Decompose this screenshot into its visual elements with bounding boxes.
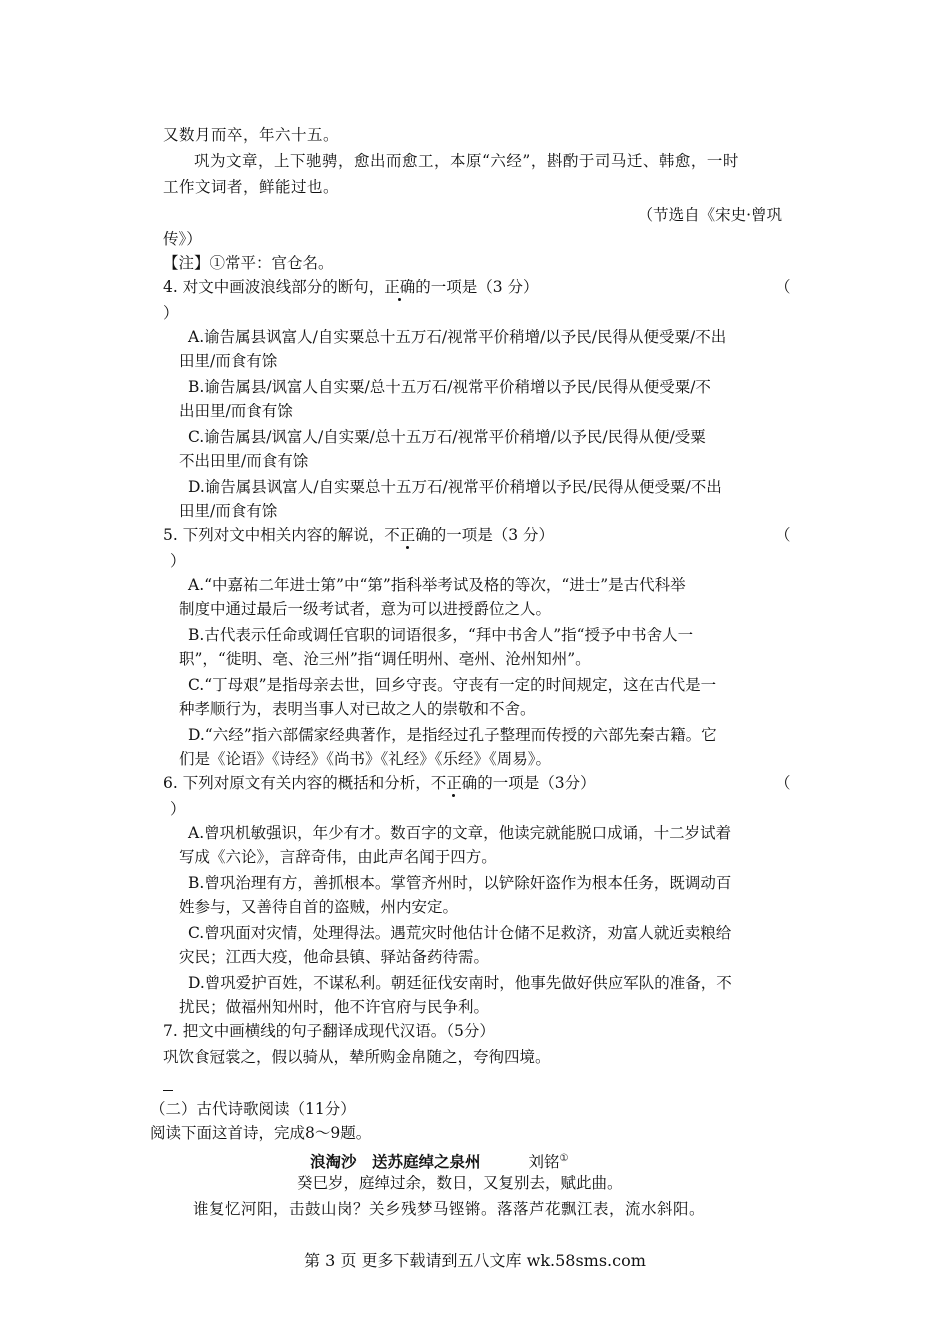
- annotation-note: 【注】①常平：官仓名。: [163, 254, 334, 272]
- option-d-cont: 田里/而食有馀: [179, 502, 278, 520]
- option-b: B.谕告属县/讽富人自实粟/总十五万石/视常平价稍增以予民/民得从便受粟/不: [188, 378, 711, 396]
- answer-paren-open: （: [775, 526, 791, 544]
- emphasis-dots: 不正确: [384, 526, 431, 544]
- answer-blank-line: [163, 1090, 173, 1091]
- option-b: B.曾巩治理有方，善抓根本。掌管齐州时，以铲除奸盗作为根本任务，既调动百: [188, 874, 732, 892]
- answer-paren-open: （: [775, 774, 791, 792]
- option-c-cont: 不出田里/而食有馀: [179, 452, 309, 470]
- passage-line: 工作文词者，鲜能过也。: [163, 178, 340, 196]
- option-b-cont: 出田里/而食有馀: [179, 402, 293, 420]
- option-d: D.谕告属县讽富人/自实粟总十五万石/视常平价稍增以予民/民得从便受粟/不出: [188, 478, 722, 496]
- answer-paren-close: ）: [170, 552, 186, 570]
- translation-sentence: 巩饮食冠裳之，假以骑从，辇所购金帛随之，夸徇四境。: [163, 1048, 551, 1066]
- passage-source: （节选自《宋史·曾巩: [637, 206, 782, 224]
- poem-title: 浪淘沙 送苏庭绰之泉州: [310, 1152, 481, 1172]
- poem-verse: 谁复忆河阳，击鼓山岗？关乡残梦马铿锵。落落芦花飘江表，流水斜阳。: [193, 1200, 706, 1218]
- answer-paren-close: ）: [163, 304, 179, 322]
- poem-title-line: [310, 1148, 569, 1173]
- option-d: D.“六经”指六部儒家经典著作，是指经过孔子整理而传授的六部先秦古籍。它: [188, 726, 717, 744]
- question-6-stem: 6. 下列对原文有关内容的概括和分析，不正确的一项是（3分）: [163, 774, 596, 792]
- poem-author: 刘铭: [528, 1153, 560, 1172]
- option-b-cont: 职”，“徙明、亳、沧三州”指“调任明州、亳州、沧州知州”。: [179, 650, 591, 668]
- option-d: D.曾巩爱护百姓，不谋私利。朝廷征伐安南时，他事先做好供应军队的准备，不: [188, 974, 732, 992]
- option-b-cont: 姓参与，又善待自首的盗贼，州内安定。: [179, 898, 459, 916]
- question-4-stem: 4. 对文中画波浪线部分的断句，正确的一项是（3 分）: [163, 278, 539, 296]
- option-a: A.曾巩机敏强识，年少有才。数百字的文章，他读完就能脱口成诵，十二岁试着: [188, 824, 732, 842]
- option-c-cont: 灾民；江西大疫，他命县镇、驿站备药待需。: [179, 948, 490, 966]
- passage-line: 巩为文章，上下驰骋，愈出而愈工，本原“六经”，斟酌于司马迁、韩愈，一时: [194, 152, 739, 170]
- option-a: A.谕告属县讽富人/自实粟总十五万石/视常平价稍增/以予民/民得从便受粟/不出: [188, 328, 727, 346]
- option-a-cont: 写成《六论》，言辞奇伟，由此声名闻于四方。: [179, 848, 497, 866]
- emphasis-dots: 不正确: [430, 774, 478, 792]
- option-a-cont: 田里/而食有馀: [179, 352, 278, 370]
- option-b: B.古代表示任命或调任官职的词语很多，“拜中书舍人”指“授予中书舍人一: [188, 626, 694, 644]
- option-d-cont: 们是《论语》《诗经》《尚书》《礼经》《乐经》《周易》。: [179, 750, 552, 768]
- option-c: C.谕告属县/讽富人/自实粟/总十五万石/视常平价稍增/以予民/民得从便/受粟: [188, 428, 706, 446]
- section-instruction: 阅读下面这首诗，完成8～9题。: [150, 1124, 372, 1142]
- section-heading: （二）古代诗歌阅读（11分）: [150, 1100, 356, 1118]
- question-7-stem: 7. 把文中画横线的句子翻译成现代汉语。（5分）: [163, 1022, 495, 1040]
- page-footer: 第 3 页 更多下载请到五八文库 wk.58sms.com: [304, 1251, 646, 1270]
- option-a-cont: 制度中通过最后一级考试者，意为可以进授爵位之人。: [179, 600, 552, 618]
- option-c: C.曾巩面对灾情，处理得法。遇荒灾时他估计仓储不足救济，劝富人就近卖粮给: [188, 924, 732, 942]
- option-a: A.“中嘉祐二年进士第”中“第”指科举考试及格的等次，“进士”是古代科举: [188, 576, 686, 594]
- emphasis-dots: 正确: [384, 278, 416, 296]
- option-c-cont: 种孝顺行为，表明当事人对已故之人的崇敬和不舍。: [179, 700, 536, 718]
- question-5-stem: 5. 下列对文中相关内容的解说，不正确的一项是（3 分）: [163, 526, 555, 544]
- footnote-mark: ①: [559, 1153, 569, 1164]
- answer-paren-close: ）: [170, 800, 186, 818]
- option-c: C.“丁母艰”是指母亲去世，回乡守丧。守丧有一定的时间规定，这在古代是一: [188, 676, 717, 694]
- option-d-cont: 扰民；做福州知州时，他不许官府与民争利。: [179, 998, 490, 1016]
- passage-source-cont: 传》）: [163, 230, 202, 248]
- poem-preface: 癸巳岁，庭绰过余，数日，又复别去，赋此曲。: [297, 1174, 623, 1192]
- passage-line: 又数月而卒，年六十五。: [163, 126, 340, 144]
- answer-paren-open: （: [775, 278, 791, 296]
